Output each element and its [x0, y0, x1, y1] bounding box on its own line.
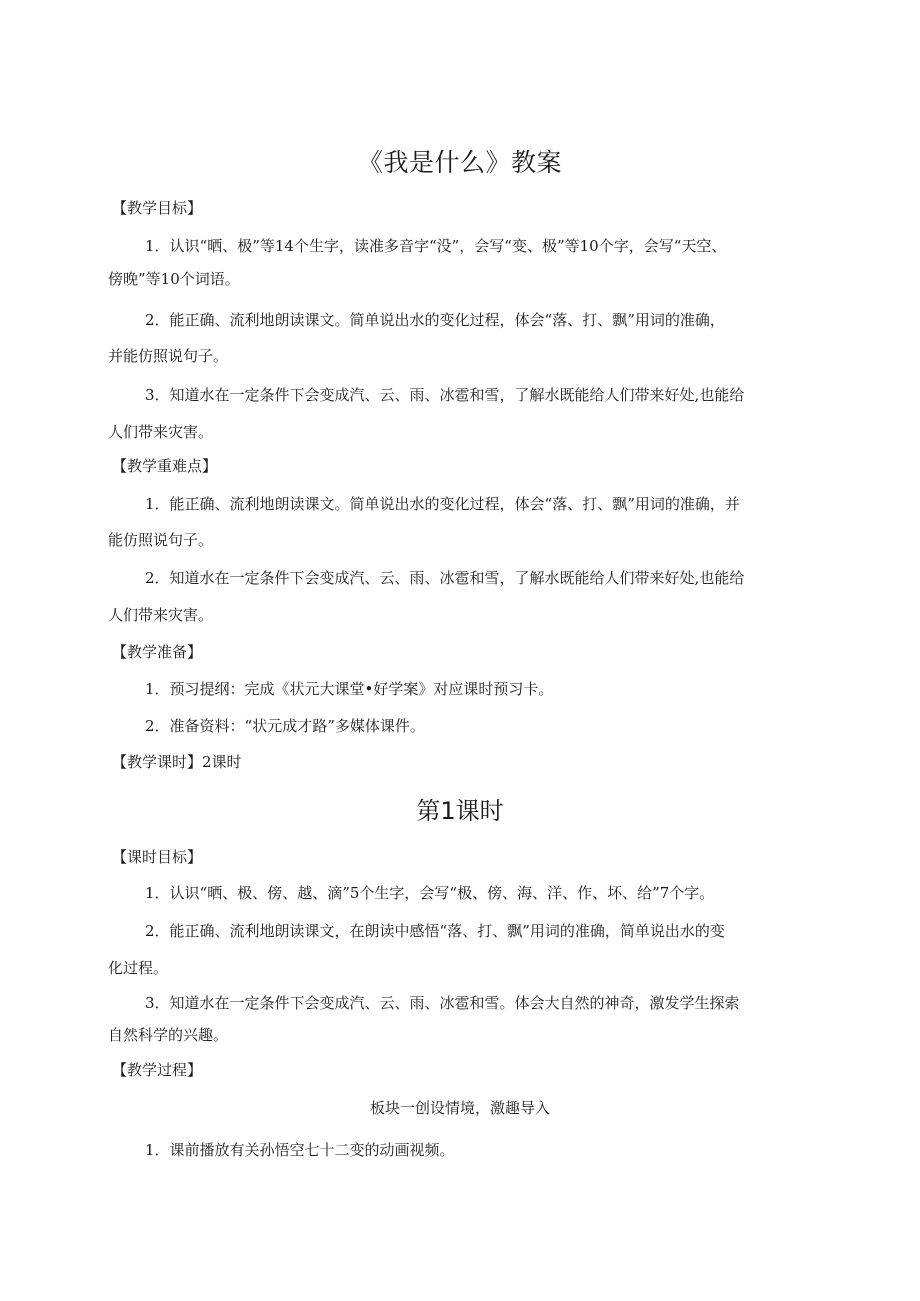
- process-item-1: 1．课前播放有关孙悟空七十二变的动画视频。: [145, 1141, 455, 1159]
- key-points-item-2-line-2: 人们带来灾害。: [108, 606, 214, 624]
- section-heading-preparation: 【教学准备】: [112, 643, 203, 661]
- lesson-title: 第1课时: [416, 797, 504, 825]
- goals-item-1-line-1: 1．认识“晒、极”等14个生字，读准多音字“没”，会写“变、极”等10个字，会写“天空、: [145, 237, 727, 255]
- goals-item-3-line-2: 人们带来灾害。: [108, 423, 214, 441]
- section-heading-goals: 【教学目标】: [112, 199, 203, 217]
- goals-item-3-line-1: 3．知道水在一定条件下会变成汽、云、雨、冰雹和雪，了解水既能给人们带来好处,也能给: [145, 386, 745, 404]
- lesson-goals-item-3-line-2: 自然科学的兴趣。: [108, 1026, 229, 1044]
- section-heading-hours: 【教学课时】2课时: [112, 753, 242, 771]
- document-title: 《我是什么》教案: [357, 148, 562, 177]
- preparation-item-1: 1．预习提纲：完成《状元大课堂•好学案》对应课时预习卡。: [145, 680, 554, 698]
- lesson-goals-item-2-line-1: 2．能正确、流利地朗读课文，在朗读中感悟“落、打、飘”用词的准确，简单说出水的变: [145, 922, 725, 940]
- goals-item-2-line-2: 并能仿照说句子。: [108, 347, 229, 365]
- key-points-item-2-line-1: 2．知道水在一定条件下会变成汽、云、雨、冰雹和雪，了解水既能给人们带来好处,也能给: [145, 569, 745, 587]
- preparation-item-2: 2．准备资料：“状元成才路”多媒体课件。: [145, 717, 425, 735]
- lesson-process-heading: 【教学过程】: [112, 1061, 203, 1079]
- process-block-title: 板块一创设情境，激趣导入: [369, 1099, 550, 1117]
- goals-item-1-line-2: 傍晚”等10个词语。: [108, 270, 240, 288]
- key-points-item-1-line-1: 1．能正确、流利地朗读课文。简单说出水的变化过程，体会“落、打、飘”用词的准确，并: [145, 495, 740, 513]
- lesson-goals-item-2-line-2: 化过程。: [108, 959, 169, 977]
- key-points-item-1-line-2: 能仿照说句子。: [108, 531, 214, 549]
- lesson-goals-heading: 【课时目标】: [112, 848, 203, 866]
- section-heading-key-points: 【教学重难点】: [112, 457, 218, 475]
- goals-item-2-line-1: 2．能正确、流利地朗读课文。简单说出水的变化过程，体会“落、打、飘”用词的准确，: [145, 311, 725, 329]
- lesson-goals-item-3-line-1: 3．知道水在一定条件下会变成汽、云、雨、冰雹和雪。体会大自然的神奇，激发学生探索: [145, 994, 740, 1012]
- lesson-goals-item-1: 1．认识“晒、极、傍、越、滴”5个生字，会写“极、傍、海、洋、作、坏、给”7个字。: [145, 884, 715, 902]
